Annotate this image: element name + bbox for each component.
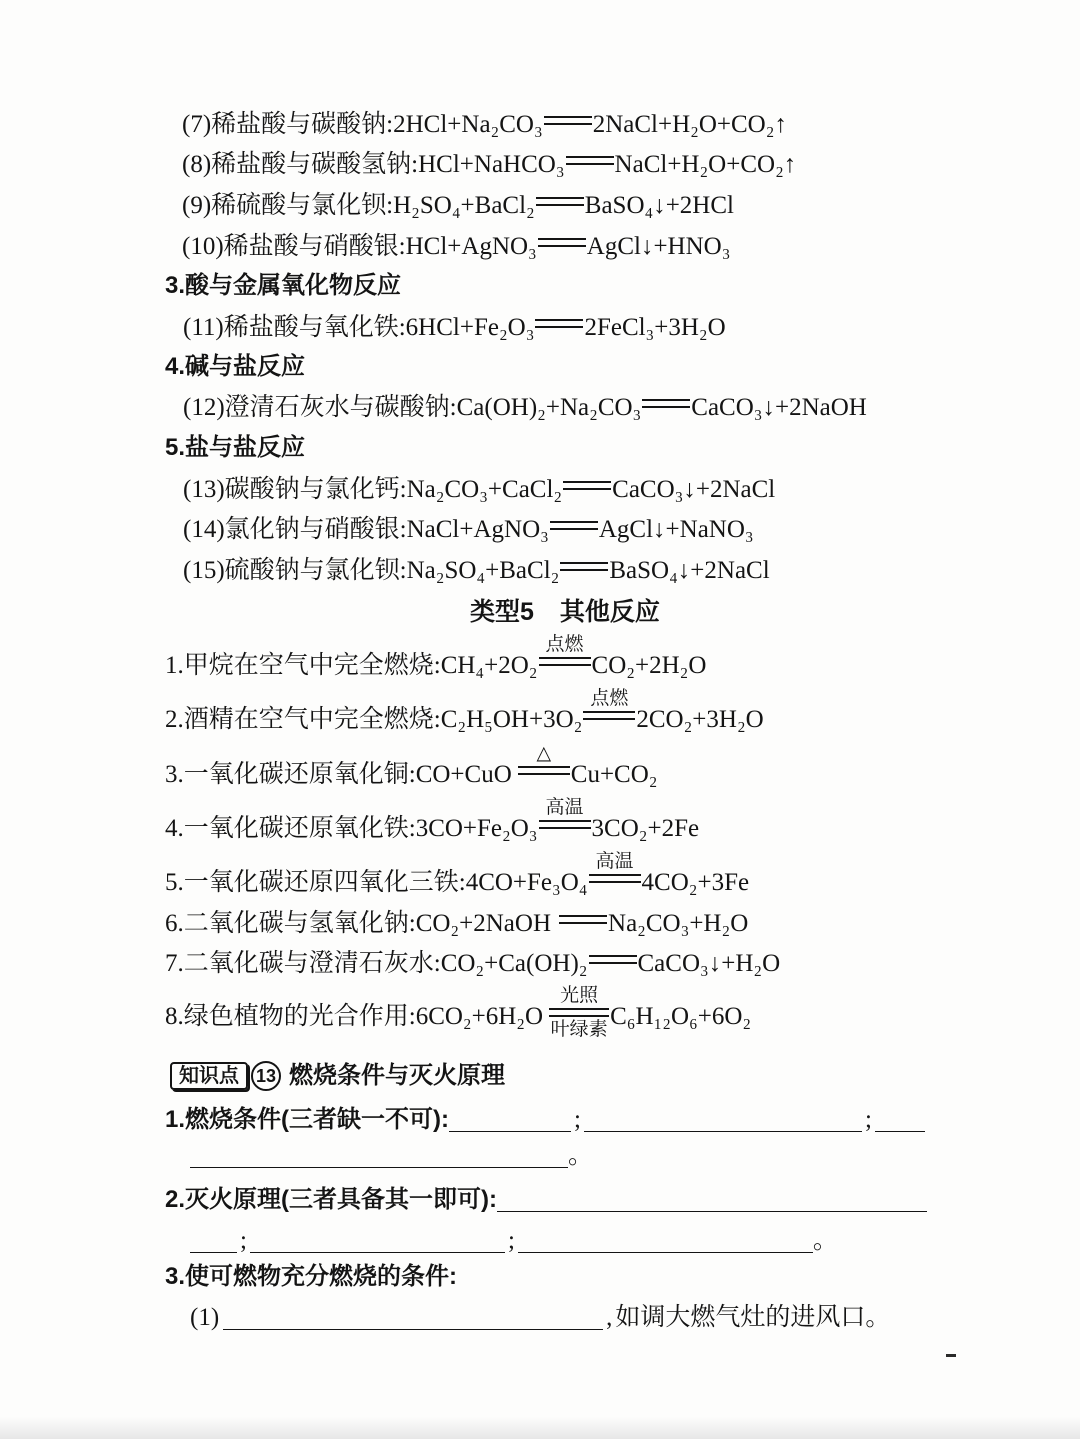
other-reaction-line-4 <box>165 797 700 844</box>
reaction-label: 3.一氧化碳还原氧化铜: <box>165 761 416 788</box>
reaction-condition: 点燃 <box>590 688 629 709</box>
sub-item-text: 如调大燃气灶的进风口。 <box>615 1304 891 1331</box>
question-label: 2.灭火原理(三者具备其一即可): <box>165 1186 497 1213</box>
answer-blank[interactable] <box>584 1131 862 1132</box>
type5-number: 类型5 <box>470 598 534 626</box>
section-heading-acid-metal-oxide: 3.酸与金属氧化物反应 <box>165 272 402 299</box>
knowledge-point-badge: 知识点 <box>170 1062 248 1090</box>
section-heading-base-salt: 4.碱与盐反应 <box>165 353 306 380</box>
reactants-formula: CH₄+2O₂ <box>440 652 538 679</box>
reaction-label: 7.二氧化碳与澄清石灰水: <box>165 950 441 977</box>
products-formula: AgCl↓+NaNO₃ <box>598 516 754 543</box>
reaction-line-8 <box>182 150 796 180</box>
reactants-formula: 2HCl+Na₂CO₃ <box>393 111 543 138</box>
reaction-line-13 <box>183 475 775 505</box>
double-equals-sign <box>536 197 584 206</box>
reactants-formula: 6CO₂+6H₂O <box>415 1003 544 1030</box>
double-equals-sign <box>589 955 637 964</box>
double-equals-sign <box>518 743 570 775</box>
reaction-label: 2.酒精在空气中完全燃烧: <box>165 706 441 733</box>
products-formula: 4CO₂+3Fe <box>641 869 750 896</box>
reaction-condition: 高温 <box>545 797 584 818</box>
other-reaction-line-8 <box>165 985 752 1040</box>
end-mark: 。 <box>568 1142 594 1169</box>
type5-title <box>470 597 660 627</box>
answer-blank[interactable] <box>190 1252 237 1253</box>
other-reaction-line-2 <box>165 688 764 735</box>
double-equals-sign <box>539 634 591 666</box>
answer-blank[interactable] <box>190 1167 568 1168</box>
double-equals-sign <box>549 985 609 1040</box>
separator: ; <box>240 1227 247 1254</box>
reaction-condition: 高温 <box>595 851 634 872</box>
question-fire-extinguishing-cont <box>190 1226 838 1256</box>
products-formula: AgCl↓+HNO₃ <box>586 233 731 260</box>
reaction-line-11 <box>183 313 726 343</box>
products-formula: BaSO₄↓+2NaCl <box>609 557 770 584</box>
products-formula: CaCO₃↓+H₂O <box>637 950 781 977</box>
question-full-combustion-item-1 <box>190 1303 890 1333</box>
reaction-line-7 <box>182 110 787 140</box>
answer-blank[interactable] <box>497 1211 927 1212</box>
scan-mark <box>946 1354 956 1357</box>
other-reaction-line-3 <box>165 743 658 790</box>
double-equals-sign <box>563 481 611 490</box>
reaction-label: 4.一氧化碳还原氧化铁: <box>165 815 416 842</box>
reactants-formula: CO₂+Ca(OH)₂ <box>440 950 588 977</box>
reactants-formula: H₂SO₄+BaCl₂ <box>393 192 535 219</box>
knowledge-point-number: 13 <box>251 1061 281 1091</box>
reactants-formula: CO+CuO <box>415 761 512 788</box>
separator: , <box>606 1304 613 1331</box>
reaction-label: 1.甲烷在空气中完全燃烧: <box>165 652 441 679</box>
reaction-label: (14)氯化钠与硝酸银: <box>183 516 407 543</box>
double-equals-sign <box>642 399 690 408</box>
other-reaction-line-7 <box>165 949 780 979</box>
products-formula: C₆H₁₂O₆+6O₂ <box>610 1003 752 1030</box>
separator: ; <box>574 1106 581 1133</box>
reactants-formula: 3CO+Fe₂O₃ <box>415 815 538 842</box>
double-equals-sign <box>583 688 635 720</box>
reactants-formula: CO₂+2NaOH <box>415 910 552 937</box>
products-formula: NaCl+H₂O+CO₂↑ <box>614 151 797 178</box>
double-equals-sign <box>539 797 591 829</box>
reaction-line-9 <box>182 191 734 221</box>
reaction-line-15 <box>183 556 770 586</box>
other-reaction-line-1 <box>165 634 707 681</box>
question-fire-extinguishing <box>165 1185 927 1215</box>
question-combustion-conditions-cont <box>190 1141 593 1171</box>
end-mark: 。 <box>812 1227 838 1254</box>
double-equals-sign <box>559 915 607 924</box>
answer-blank[interactable] <box>518 1252 813 1253</box>
reaction-label: (12)澄清石灰水与碳酸钠: <box>183 394 457 421</box>
products-formula: 3CO₂+2Fe <box>591 815 700 842</box>
products-formula: CaCO₃↓+2NaCl <box>612 476 776 503</box>
reaction-label: (10)稀盐酸与硝酸银: <box>182 233 406 260</box>
reaction-catalyst: 叶绿素 <box>550 1019 608 1040</box>
section-heading-salt-salt: 5.盐与盐反应 <box>165 434 306 461</box>
answer-blank[interactable] <box>223 1329 603 1330</box>
reactants-formula: C₂H₅OH+3O₂ <box>440 706 583 733</box>
reactants-formula: 6HCl+Fe₂O₃ <box>405 314 535 341</box>
products-formula: 2FeCl₃+3H₂O <box>584 314 726 341</box>
reaction-label: 5.一氧化碳还原四氧化三铁: <box>165 869 466 896</box>
products-formula: 2NaCl+H₂O+CO₂↑ <box>592 111 787 138</box>
products-formula: Cu+CO₂ <box>570 761 658 788</box>
heat-triangle-icon: △ <box>536 743 552 764</box>
reaction-line-12 <box>183 393 867 423</box>
double-equals-sign <box>535 319 583 328</box>
other-reaction-line-5 <box>165 851 750 898</box>
reactants-formula: 4CO+Fe₃O₄ <box>465 869 588 896</box>
reactants-formula: Na₂SO₄+BaCl₂ <box>406 557 560 584</box>
double-equals-sign <box>544 116 592 125</box>
products-formula: 2CO₂+3H₂O <box>636 706 764 733</box>
page-edge-shade <box>0 1417 1080 1439</box>
reaction-line-10 <box>182 232 730 262</box>
reactants-formula: HCl+NaHCO₃ <box>418 151 565 178</box>
double-equals-sign <box>589 851 641 883</box>
reaction-label: (8)稀盐酸与碳酸氢钠: <box>182 151 419 178</box>
double-equals-sign <box>566 156 614 165</box>
products-formula: Na₂CO₃+H₂O <box>608 910 749 937</box>
separator: ; <box>507 1227 515 1254</box>
reaction-label: 8.绿色植物的光合作用: <box>165 1003 416 1030</box>
reaction-label: (13)碳酸钠与氯化钙: <box>183 476 407 503</box>
reactants-formula: Na₂CO₃+CaCl₂ <box>406 476 563 503</box>
reaction-line-14 <box>183 515 754 545</box>
type5-name: 其他反应 <box>559 598 660 626</box>
reactants-formula: HCl+AgNO₃ <box>405 233 537 260</box>
products-formula: BaSO₄↓+2HCl <box>584 192 734 219</box>
question-combustion-conditions <box>165 1105 925 1135</box>
answer-blank[interactable] <box>449 1131 571 1132</box>
question-full-combustion: 3.使可燃物充分燃烧的条件: <box>165 1263 458 1290</box>
answer-blank[interactable] <box>875 1131 925 1132</box>
reaction-condition: 光照 <box>560 985 599 1006</box>
knowledge-point-title: 燃烧条件与灭火原理 <box>289 1062 505 1090</box>
answer-blank[interactable] <box>250 1252 505 1253</box>
reaction-label: (11)稀盐酸与氧化铁: <box>183 314 406 341</box>
reactants-formula: NaCl+AgNO₃ <box>406 516 549 543</box>
reaction-label: 6.二氧化碳与氢氧化钠: <box>165 910 416 937</box>
separator: ; <box>864 1106 872 1133</box>
question-label: 1.燃烧条件(三者缺一不可): <box>165 1106 449 1133</box>
products-formula: CaCO₃↓+2NaOH <box>691 394 867 421</box>
double-equals-sign <box>550 521 598 530</box>
products-formula: CO₂+2H₂O <box>591 652 707 679</box>
reaction-label: (15)硫酸钠与氯化钡: <box>183 557 407 584</box>
double-equals-sign <box>538 238 586 247</box>
other-reaction-line-6 <box>165 909 748 939</box>
reactants-formula: Ca(OH)₂+Na₂CO₃ <box>456 394 642 421</box>
double-equals-sign <box>560 562 608 571</box>
knowledge-point-header <box>170 1059 505 1091</box>
reaction-condition: 点燃 <box>545 634 584 655</box>
sub-item-number: (1) <box>190 1304 220 1331</box>
reaction-label: (9)稀硫酸与氯化钡: <box>182 192 394 219</box>
reaction-label: (7)稀盐酸与碳酸钠: <box>182 111 394 138</box>
